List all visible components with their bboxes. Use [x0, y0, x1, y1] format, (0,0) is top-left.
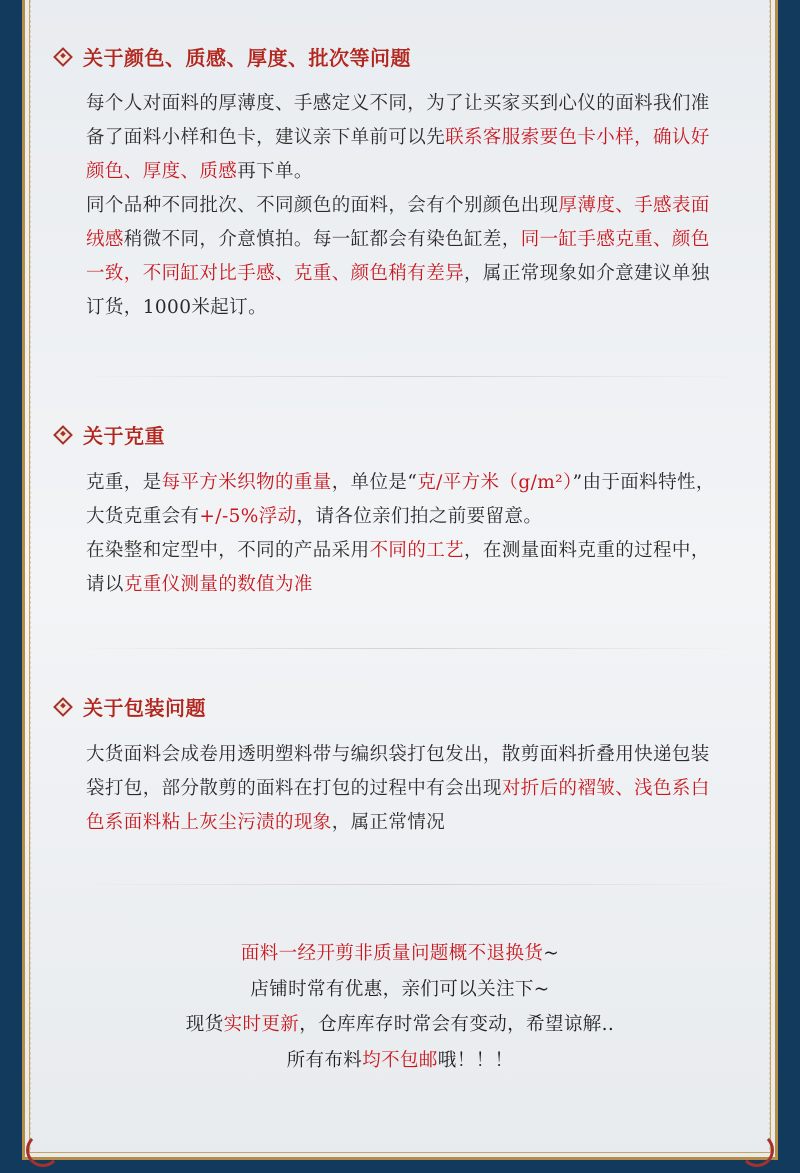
footer-highlight: 均不包邮 [362, 1049, 438, 1071]
text-segment-highlight: 每平方米织物的重量 [161, 472, 332, 493]
diamond-bullet-icon [53, 47, 73, 67]
text-segment-highlight: 克/平方米（g/m²） [417, 472, 573, 493]
diamond-bullet-icon [53, 425, 73, 445]
paragraph [86, 738, 726, 840]
footer-notice [0, 936, 800, 1078]
text-segment: 同个品种不同批次、不同颜色的面料，会有个别颜色出现 [86, 195, 559, 216]
section-weight-body [86, 466, 726, 602]
footer-text: 所有布料 [286, 1049, 363, 1071]
text-segment: ，请各位亲们拍之前要留意。 [296, 506, 543, 527]
footer-highlight: 实时更新 [223, 1014, 300, 1035]
paragraph [86, 534, 726, 602]
text-segment-highlight: 不同的工艺 [369, 540, 465, 561]
footer-line [0, 1043, 800, 1079]
section-color-body [86, 87, 726, 325]
text-segment: ，属正常情况 [331, 812, 446, 833]
text-segment-highlight: 联系客服索要色卡小样，确认好颜色、厚度、质感 [86, 127, 710, 182]
footer-text: ，仓库库存时常会有变动，希望谅解.. [299, 1014, 615, 1035]
paragraph [86, 87, 726, 189]
text-segment: ，在测量面料克重的过程中，请以 [86, 540, 710, 595]
text-segment-highlight: 对折后的褶皱、浅色系白色系面料粘上灰尘污渍的现象 [86, 778, 710, 833]
text-segment: 每个人对面料的厚薄度、手感定义不同，为了让买家买到心仪的面料我们准备了面料小样和色卡，建议亲下单前可以先 [86, 93, 710, 148]
text-segment: ，属正常现象如介意建议单独订货，1000米起订。 [86, 263, 710, 318]
footer-line [0, 936, 800, 972]
text-segment-highlight: 厚薄度、手感表面绒感 [86, 195, 710, 250]
footer-text: 店铺时常有优惠，亲们可以关注下~ [250, 978, 550, 1000]
section-weight-header [56, 420, 165, 449]
section-divider [74, 648, 744, 649]
footer-text: ~ [543, 943, 560, 964]
section-divider [74, 376, 744, 377]
section-weight-title: 关于克重 [83, 424, 165, 448]
text-segment: 稍微不同，介意慎拍。每一缸都会有染色缸差， [123, 229, 521, 250]
paragraph [86, 466, 726, 534]
footer-line [0, 1007, 800, 1043]
text-segment: 再下单。 [237, 161, 313, 182]
diamond-bullet-icon [53, 697, 73, 717]
text-segment-highlight: +/-5%浮动 [199, 506, 297, 527]
section-packaging-title: 关于包装问题 [83, 696, 206, 720]
corner-ornament-right [740, 1133, 774, 1167]
text-segment: 克重，是 [86, 472, 162, 493]
text-segment-highlight: 同一缸手感克重、颜色一致，不同缸对比手感、克重、颜色稍有差异 [86, 229, 710, 284]
text-segment: ”由于面料特性，大货克重会有 [86, 472, 715, 527]
paragraph [86, 189, 726, 325]
text-segment-highlight: 克重仪测量的数值为准 [123, 574, 313, 595]
footer-text: 哦！！！ [437, 1049, 514, 1071]
section-packaging-body [86, 738, 726, 840]
text-segment: ，单位是“ [331, 472, 418, 493]
footer-line [0, 972, 800, 1008]
section-packaging-header [56, 692, 206, 721]
text-segment: 在染整和定型中，不同的产品采用 [86, 540, 370, 561]
section-color-header [56, 42, 411, 71]
footer-highlight: 面料一经开剪非质量问题概不退换货 [240, 943, 544, 964]
section-color-title: 关于颜色、质感、厚度、批次等问题 [83, 46, 411, 70]
footer-text: 现货 [185, 1014, 224, 1035]
section-divider [74, 884, 744, 885]
text-segment: 大货面料会成卷用透明塑料带与编织袋打包发出，散剪面料折叠用快递包装袋打包，部分散剪的面料在打包的过程中有会出现 [86, 744, 710, 799]
corner-ornament-left [26, 1133, 60, 1167]
